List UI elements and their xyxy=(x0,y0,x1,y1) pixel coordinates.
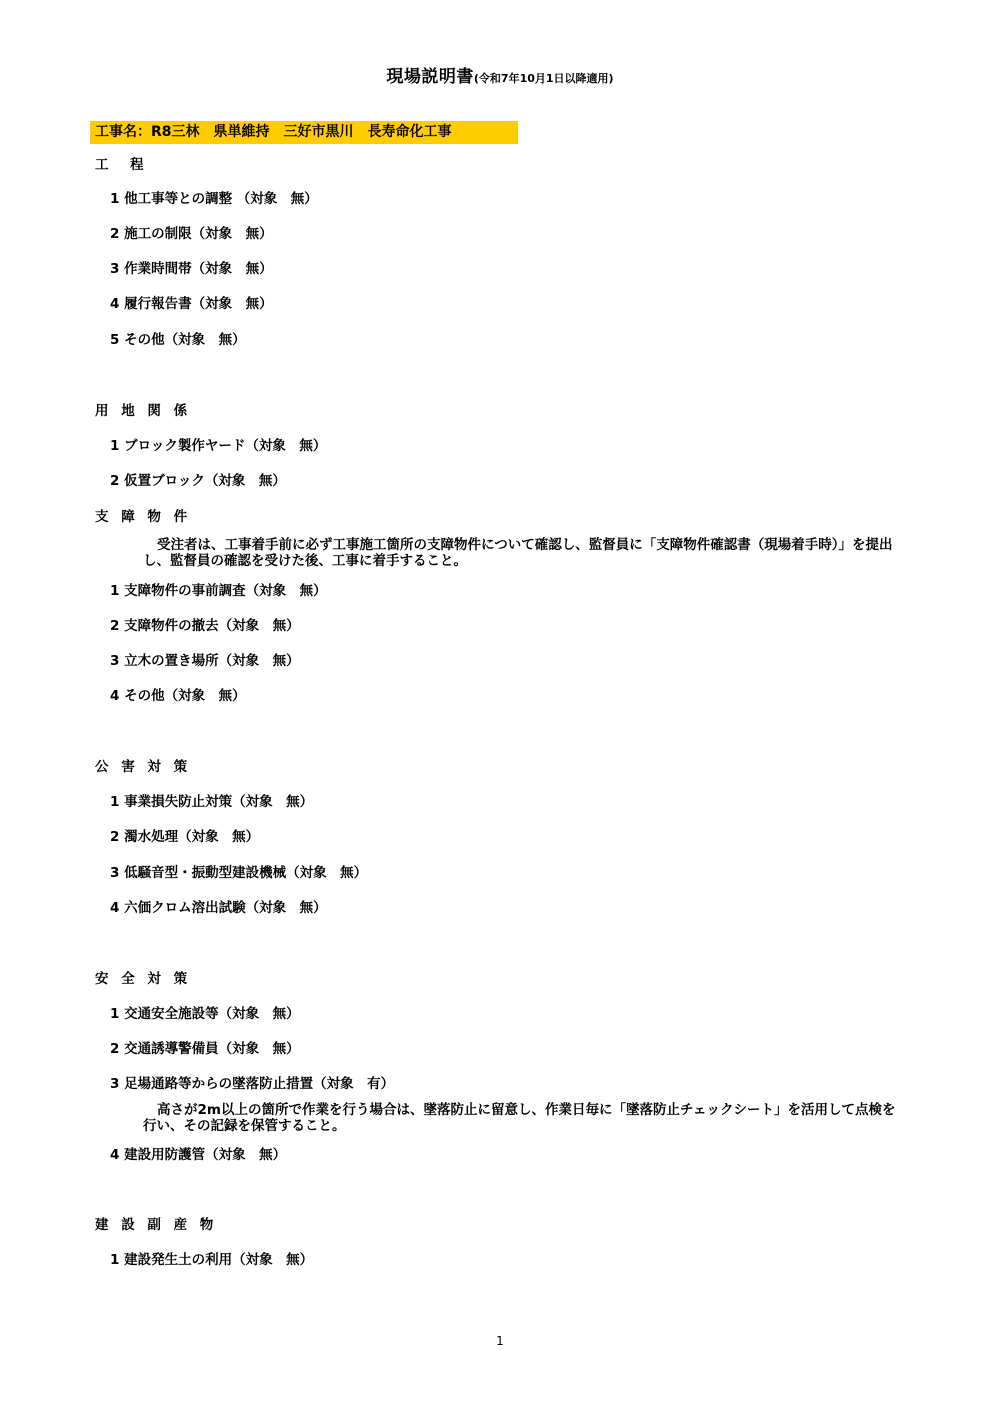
page-number: 1 xyxy=(496,1334,504,1348)
list-item: 1 支障物件の事前調査（対象 無） xyxy=(110,583,327,599)
list-item: 1 ブロック製作ヤード（対象 無） xyxy=(110,438,327,454)
list-item: 1 事業損失防止対策（対象 無） xyxy=(110,794,314,810)
title-main: 現場説明書 xyxy=(386,67,474,87)
fall-prevention-note: 高さが2m以上の箇所で作業を行う場合は、墜落防止に留意し、作業日毎に「墜落防止チェックシート」を活用して点検を行い、その記録を保管すること。 xyxy=(143,1102,896,1134)
section-heading-safety: 安 全 対 策 xyxy=(95,971,192,987)
list-item: 2 支障物件の撤去（対象 無） xyxy=(110,618,300,634)
list-item: 2 濁水処理（対象 無） xyxy=(110,829,260,845)
list-item: 5 その他（対象 無） xyxy=(110,332,246,348)
list-item: 4 建設用防護管（対象 無） xyxy=(110,1147,287,1163)
list-item: 1 他工事等との調整 （対象 無） xyxy=(110,191,318,207)
list-item: 1 建設発生土の利用（対象 無） xyxy=(110,1252,314,1268)
list-item: 2 交通誘導警備員（対象 無） xyxy=(110,1041,300,1057)
list-item: 2 施工の制限（対象 無） xyxy=(110,226,273,242)
list-item: 3 立木の置き場所（対象 無） xyxy=(110,653,300,669)
list-item: 3 作業時間帯（対象 無） xyxy=(110,261,273,277)
section-heading-byproducts: 建 設 副 産 物 xyxy=(95,1217,218,1233)
document-title xyxy=(0,62,1000,87)
list-item: 4 その他（対象 無） xyxy=(110,688,246,704)
list-item: 2 仮置ブロック（対象 無） xyxy=(110,473,286,489)
section-heading-schedule: 工 程 xyxy=(95,157,148,173)
section-heading-obstacles: 支 障 物 件 xyxy=(95,509,192,525)
section-heading-land: 用 地 関 係 xyxy=(95,403,192,419)
list-item: 3 足場通路等からの墜落防止措置（対象 有） xyxy=(110,1076,395,1092)
list-item: 1 交通安全施設等（対象 無） xyxy=(110,1006,300,1022)
title-note: (令和7年10月1日以降適用) xyxy=(473,72,614,85)
list-item: 4 履行報告書（対象 無） xyxy=(110,296,273,312)
list-item: 4 六価クロム溶出試験（対象 無） xyxy=(110,900,327,916)
section-heading-pollution: 公 害 対 策 xyxy=(95,759,192,775)
project-name-banner: 工事名：R8三林 県単維持 三好市黒川 長寿命化工事 xyxy=(90,121,518,144)
obstacles-note: 受注者は、工事着手前に必ず工事施工箇所の支障物件について確認し、監督員に「支障物件確認書（現場着手時）」を提出し、監督員の確認を受けた後、工事に着手すること。 xyxy=(143,537,893,569)
list-item: 3 低騒音型・振動型建設機械（対象 無） xyxy=(110,865,368,881)
